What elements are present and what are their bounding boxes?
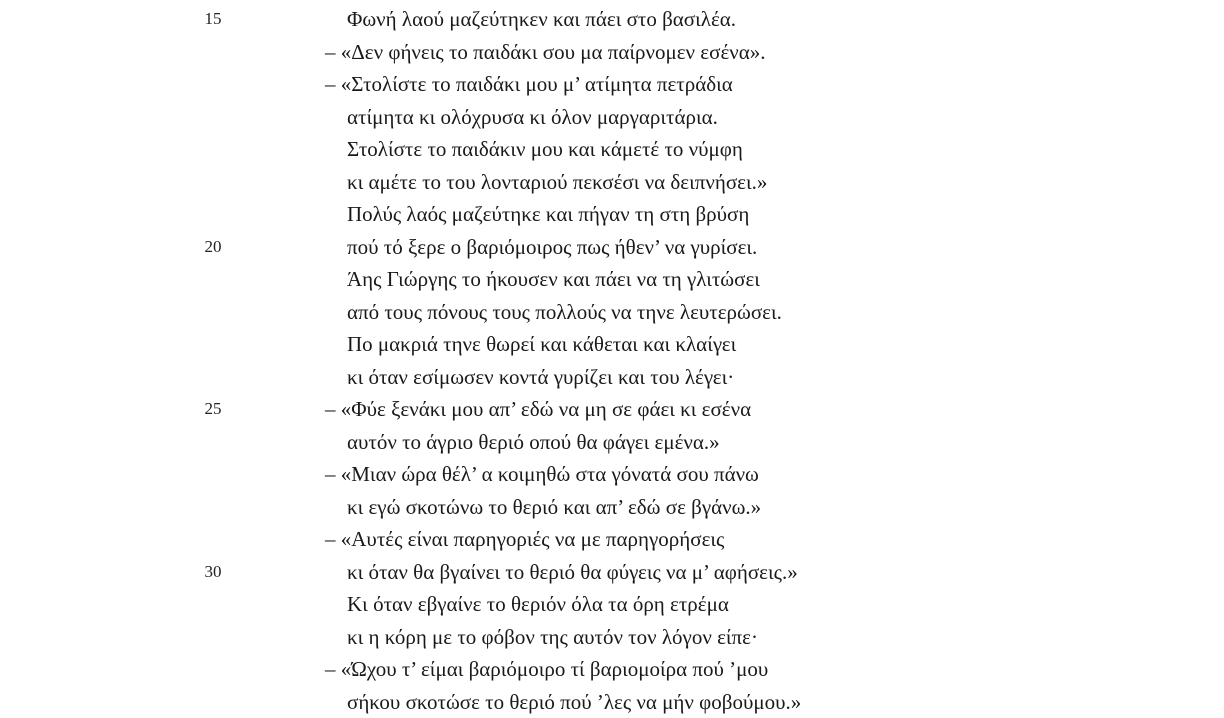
- verse-text: κι αμέτε το του λονταριού πεκσέσι να δειπνήσει.»: [347, 166, 767, 199]
- verse-text: – «Αυτές είναι παρηγοριές να με παρηγορήσεις: [325, 523, 724, 556]
- poem-body: [0, 3, 1224, 718]
- verse-text: – «Στολίστε το παιδάκι μου μ’ ατίμητα πετράδια: [325, 68, 733, 101]
- verse-text: αυτόν το άγριο θεριό οπού θα φάγει εμένα.»: [347, 426, 720, 459]
- verse-text: Πολύς λαός μαζεύτηκε και πήγαν τη στη βρύση: [347, 198, 749, 231]
- verse-text: από τους πόνους τους πολλούς να τηνε λευτερώσει.: [347, 296, 782, 329]
- poem-line: [0, 686, 1224, 718]
- verse-text: ατίμητα κι ολόχρυσα κι όλον μαργαριτάρια.: [347, 101, 718, 134]
- poem-line: [0, 263, 1224, 296]
- poem-line: [0, 328, 1224, 361]
- poem-line: [0, 653, 1224, 686]
- line-number: 25: [190, 393, 236, 426]
- verse-text: – «Μιαν ώρα θέλ’ α κοιμηθώ στα γόνατά σου πάνω: [325, 458, 759, 491]
- verse-text: σήκου σκοτώσε το θεριό πού ’λες να μήν φοβούμου.»: [347, 686, 801, 718]
- verse-text: Κι όταν εβγαίνε το θεριόν όλα τα όρη ετρέμα: [347, 588, 729, 621]
- verse-text: κι όταν εσίμωσεν κοντά γυρίζει και του λέγει·: [347, 361, 734, 394]
- verse-text: Στολίστε το παιδάκιν μου και κάμετέ το νύμφη: [347, 133, 743, 166]
- poem-line: [0, 523, 1224, 556]
- line-number: 15: [190, 3, 236, 36]
- poem-line: [0, 68, 1224, 101]
- poem-line: [0, 198, 1224, 231]
- poem-line: [0, 588, 1224, 621]
- line-number: 30: [190, 556, 236, 589]
- line-number: 20: [190, 231, 236, 264]
- verse-text: – «Ώχου τ’ είμαι βαριόμοιρο τί βαριομοίρα πού ’μου: [325, 653, 768, 686]
- verse-text: – «Φύε ξενάκι μου απ’ εδώ να μη σε φάει κι εσένα: [325, 393, 751, 426]
- poem-line: [0, 101, 1224, 134]
- poem-line: [0, 361, 1224, 394]
- poem-line: [0, 556, 1224, 589]
- poem-line: [0, 491, 1224, 524]
- verse-text: Πο μακριά τηνε θωρεί και κάθεται και κλαίγει: [347, 328, 736, 361]
- poem-line: [0, 3, 1224, 36]
- poem-line: [0, 36, 1224, 69]
- poem-line: [0, 296, 1224, 329]
- verse-text: κι όταν θα βγαίνει το θεριό θα φύγεις να μ’ αφήσεις.»: [347, 556, 798, 589]
- poem-line: [0, 231, 1224, 264]
- verse-text: κι η κόρη με το φόβον της αυτόν τον λόγον είπε·: [347, 621, 758, 654]
- verse-text: κι εγώ σκοτώνω το θεριό και απ’ εδώ σε βγάνω.»: [347, 491, 761, 524]
- poem-line: [0, 458, 1224, 491]
- verse-text: – «Δεν φήνεις το παιδάκι σου μα παίρνομεν εσένα».: [325, 36, 766, 69]
- poem-line: [0, 166, 1224, 199]
- poem-line: [0, 621, 1224, 654]
- verse-text: πού τό ξερε ο βαριόμοιρος πως ήθεν’ να γυρίσει.: [347, 231, 757, 264]
- verse-text: Φωνή λαού μαζεύτηκεν και πάει στο βασιλέα.: [347, 3, 736, 36]
- verse-text: Άης Γιώργης το ήκουσεν και πάει να τη γλιτώσει: [347, 263, 760, 296]
- poem-line: [0, 133, 1224, 166]
- poem-line: [0, 393, 1224, 426]
- poem-line: [0, 426, 1224, 459]
